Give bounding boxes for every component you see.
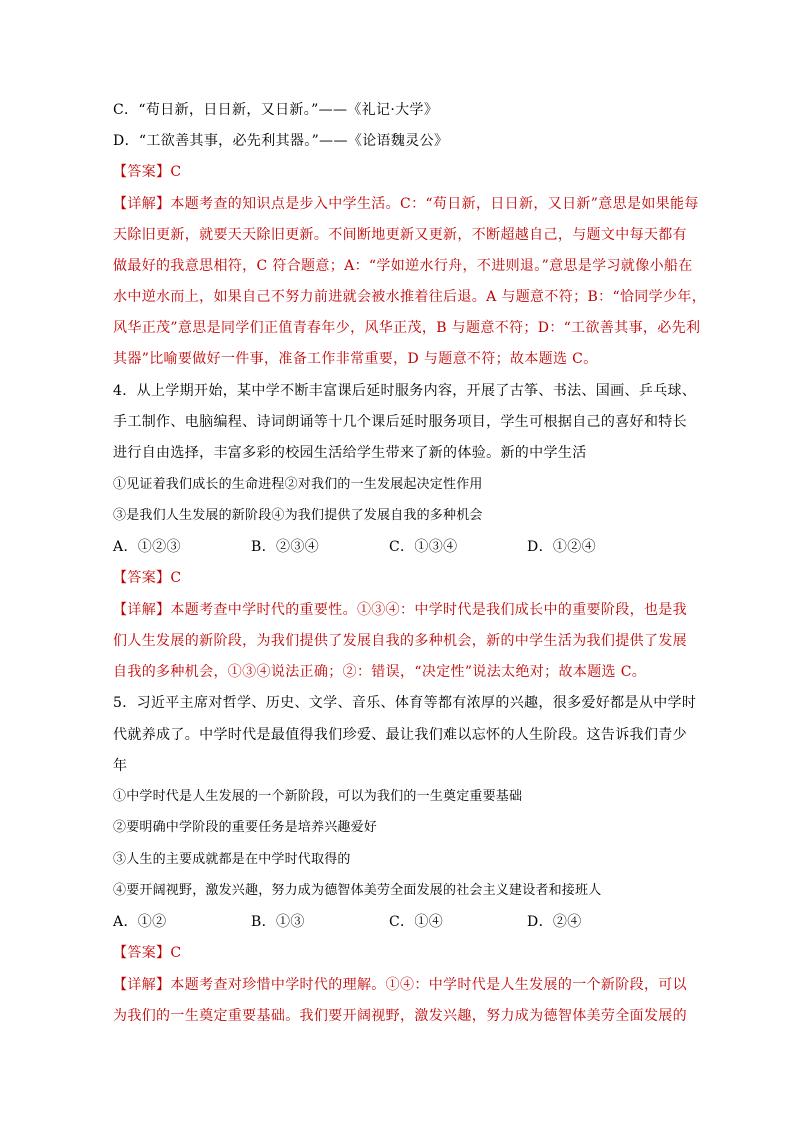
q5-detail-line: 【详解】本题考查对珍惜中学时代的理解。①④：中学时代是人生发展的一个新阶段，可以 xyxy=(113,977,688,993)
q5-item: ②要明确中学阶段的重要任务是培养兴趣爱好 xyxy=(113,820,378,835)
q4-items-line: ③是我们人生发展的新阶段④为我们提供了发展自我的多种机会 xyxy=(113,508,483,523)
q3-detail-line: 天除旧更新，就要天天除旧更新。不间断地更新又更新，不断超越自己，与题文中每天都有 xyxy=(113,227,687,243)
option-b: B．①③ xyxy=(251,914,305,930)
q5-detail-line: 为我们的一生奠定重要基础。我们要开阔视野，激发兴趣，努力成为德智体美劳全面发展的 xyxy=(113,1008,687,1024)
q4-stem-line: 4．从上学期开始，某中学不断丰富课后延时服务内容，开展了古筝、书法、国画、乒乓球、 xyxy=(113,383,697,399)
q3-option-d: D．“工欲善其事，必先利其器。”——《论语魏灵公》 xyxy=(113,133,449,149)
q5-stem-line: 5．习近平主席对哲学、历史、文学、音乐、体育等都有浓厚的兴趣，很多爱好都是从中学时 xyxy=(113,695,697,711)
q3-option-c: C．“苟日新，日日新，又日新。”——《礼记·大学》 xyxy=(113,102,439,118)
q4-detail-line: 【详解】本题考查中学时代的重要性。①③④：中学时代是我们成长中的重要阶段，也是我 xyxy=(113,602,688,618)
option-a: A．①② xyxy=(113,914,167,930)
q3-detail-line: 其器”比喻要做好一件事，准备工作非常重要，D 与题意不符；故本题选 C。 xyxy=(113,351,598,367)
q4-items-line: ①见证着我们成长的生命进程②对我们的一生发展起决定性作用 xyxy=(113,477,483,492)
q3-detail-line: 做最好的我意思相符，C 符合题意；A：“学如逆水行舟，不进则退。”意思是学习就像小船在 xyxy=(113,258,693,274)
option-c: C．①③④ xyxy=(389,539,458,555)
option-b: B．②③④ xyxy=(251,539,320,555)
q4-stem-line: 手工制作、电脑编程、诗词朗诵等十几个课后延时服务项目，学生可根据自己的喜好和特长 xyxy=(113,414,687,430)
answer-tag: 【答案】 xyxy=(113,570,171,586)
detail-tag: 【详解】 xyxy=(113,196,171,212)
option-c: C．①④ xyxy=(389,914,444,930)
q5-answer xyxy=(113,943,693,963)
answer-tag: 【答案】 xyxy=(113,945,171,961)
answer-value: C xyxy=(170,570,182,586)
detail-tag: 【详解】 xyxy=(113,602,171,618)
q3-detail-line: 风华正茂”意思是同学们正值青春年少，风华正茂，B 与题意不符；D：“工欲善其事，必先利 xyxy=(113,320,701,336)
option-d: D．①②④ xyxy=(527,539,596,555)
option-a: A．①②③ xyxy=(113,539,181,555)
q3-answer xyxy=(113,162,693,182)
q4-detail-line: 们人生发展的新阶段，为我们提供了发展自我的多种机会，新的中学生活为我们提供了发展 xyxy=(113,633,687,649)
q5-options xyxy=(113,912,693,932)
q3-detail-line: 【详解】本题考查的知识点是步入中学生活。C：“苟日新，日日新，又日新”意思是如果能每 xyxy=(113,196,699,212)
option-d: D．②④ xyxy=(527,914,582,930)
answer-value: C xyxy=(170,945,182,961)
q5-item: ③人生的主要成就都是在中学时代取得的 xyxy=(113,852,351,867)
q5-stem-line: 年 xyxy=(113,758,128,774)
q4-stem-line: 进行自由选择，丰富多彩的校园生活给学生带来了新的体验。新的中学生活 xyxy=(113,445,587,461)
q5-item: ④要开阔视野，激发兴趣，努力成为德智体美劳全面发展的社会主义建设者和接班人 xyxy=(113,883,602,898)
q5-stem-line: 代就养成了。中学时代是最值得我们珍爱、最让我们难以忘怀的人生阶段。这告诉我们青少 xyxy=(113,727,687,743)
q4-detail-line: 自我的多种机会，①③④说法正确；②：错误，“决定性”说法太绝对；故本题选 C。 xyxy=(113,664,647,680)
answer-tag: 【答案】 xyxy=(113,164,171,180)
q3-detail-line: 水中逆水而上，如果自己不努力前进就会被水推着往后退。A 与题意不符；B：“恰同学少年， xyxy=(113,289,707,305)
q4-options xyxy=(113,537,693,557)
answer-value: C xyxy=(170,164,182,180)
detail-tag: 【详解】 xyxy=(113,977,171,993)
q4-answer xyxy=(113,568,693,588)
q5-item: ①中学时代是人生发展的一个新阶段，可以为我们的一生奠定重要基础 xyxy=(113,789,523,804)
